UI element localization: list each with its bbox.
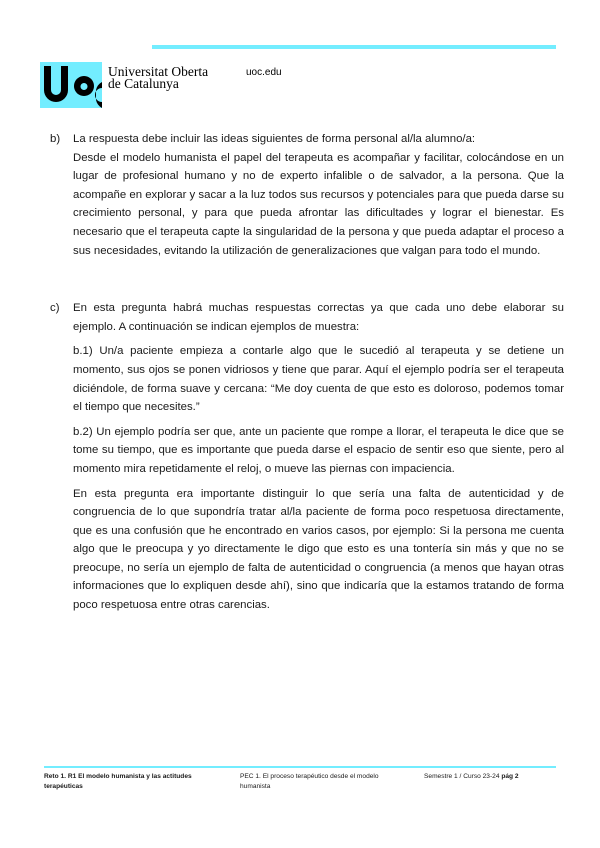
site-url-link[interactable]: uoc.edu — [246, 67, 282, 78]
answer-item-c — [50, 299, 564, 615]
document-body — [50, 130, 564, 615]
answer-item-b — [50, 130, 564, 260]
footer-semester: Semestre 1 / Curso 23-24 — [424, 773, 500, 780]
university-name-line1: Universitat Oberta — [108, 64, 209, 79]
university-name-line2: de Catalunya — [108, 76, 179, 91]
footer-course-title: Reto 1. R1 El modelo humanista y las actitudes terapéuticas — [44, 773, 192, 790]
header-accent-rule — [152, 45, 556, 49]
footer-page-info — [424, 772, 564, 782]
footer-page-number: pág 2 — [501, 773, 519, 780]
item-body: Desde el modelo humanista el papel del terapeuta es acompañar y facilitar, colocándose en un lugar de profesional humano y no de experto infalible o de salvador, a la persona. Que la acompañe en explorar y sacar a la luz todos sus recursos y potenciales para que pueda darse su crecimiento personal, y para que pueda afrontar las dificultades y lograr el bienestar. Es necesario que el terapeuta capte la singularidad de la persona y que pueda adaptar el proceso a sus necesidades, evitando la utilización de generalizaciones que valgan para todo el mundo. — [73, 151, 564, 257]
university-name — [108, 66, 208, 90]
footer-assignment-title: PEC 1. El proceso terapéutico desde el modelo humanista — [240, 773, 379, 790]
item-marker: b) — [50, 133, 61, 145]
item-marker: c) — [50, 302, 60, 315]
footer-accent-rule — [44, 766, 556, 768]
example-paragraph: b.2) Un ejemplo podría ser que, ante un paciente que rompe a llorar, el terapeuta le dice que se tome su tiempo, que es importante que pueda darse el espacio de sentir eso que siente, pero al momento mira repetidamente el reloj, o mueve las piernas con impaciencia. — [73, 425, 564, 475]
item-intro: La respuesta debe incluir las ideas siguientes de forma personal al/la alumno/a: — [73, 133, 476, 145]
uoc-logo-icon — [40, 62, 102, 108]
example-paragraph: b.1) Un/a paciente empieza a contarle algo que le sucedió al terapeuta y se detiene un momento, sus ojos se ponen vidriosos y tiene que parar. Aquí el ejemplo podría ser el terapeuta diciéndole, de forma suave y cercana: “Me doy cuenta de que esto es doloroso, podemos tomar el tiempo que necesites.” — [73, 345, 564, 414]
item-intro: En esta pregunta habrá muchas respuestas correctas ya que cada uno debe elaborar su ejemplo. A continuación se indican ejemplos de muestra: — [73, 302, 564, 333]
closing-paragraph: En esta pregunta era importante distinguir lo que sería una falta de autenticidad y de congruencia de lo que supondría tratar al/la paciente de forma poco respetuosa directamente, que es una confusión que he encontrado en varios casos, por ejemplo: Si la persona me cuenta algo que le preocupa y yo directamente le digo que esto es una tontería sin más y que no se preocupe, no sería un ejemplo de falta de autenticidad o congruencia (a menos que hayan otras informaciones que lo expliquen desde ahí), sino que indicaría que la estamos tratando de forma poco respetuosa entre otras carencias. — [73, 487, 564, 612]
